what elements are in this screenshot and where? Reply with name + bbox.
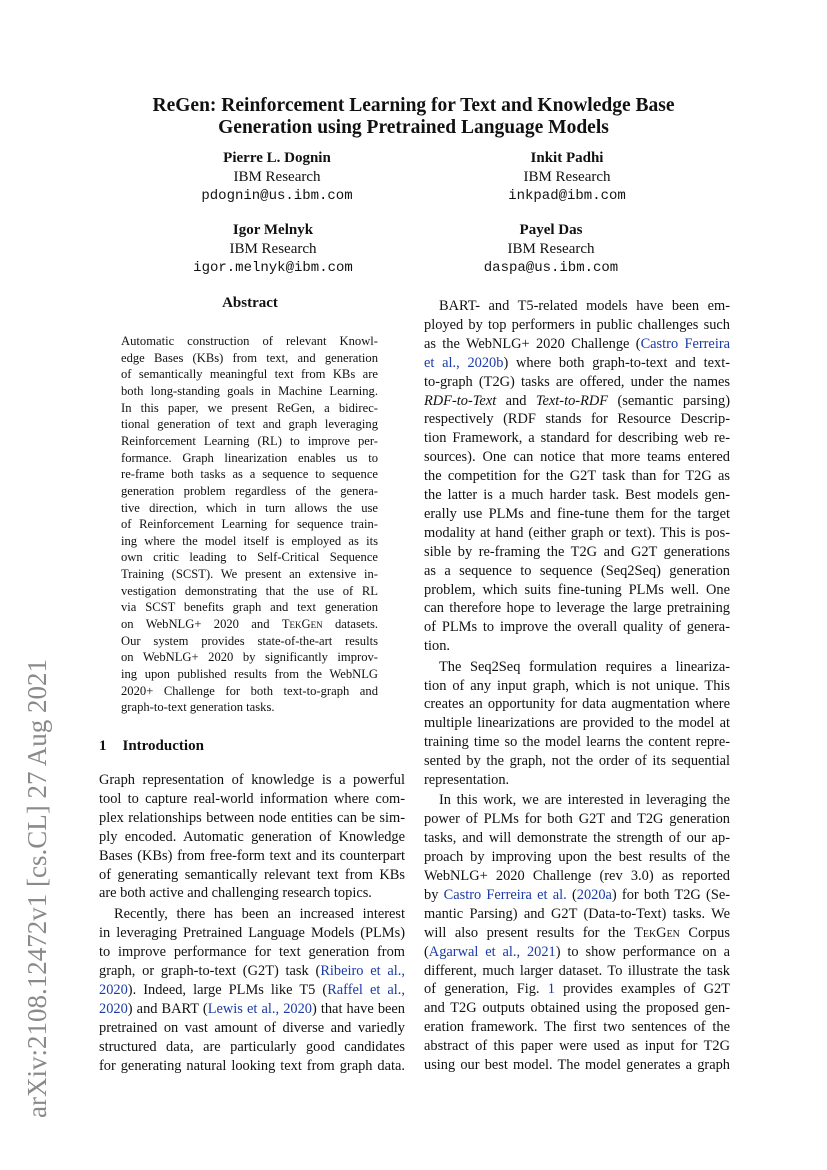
author-affiliation: IBM Research: [507, 241, 595, 257]
text-line: graph, or graph-to-text (G2T) task (Ribeiro et al.,: [99, 963, 406, 979]
text-line: of generation, Fig. 1 provides examples of G2T: [424, 981, 730, 998]
text-line: ing where the model itself is employed as its: [121, 533, 378, 548]
text-line: as the WebNLG+ 2020 Challenge (Castro Ferreira: [424, 335, 730, 352]
text-line: sented by the graph, not the order of its sequential: [424, 753, 730, 770]
text-line: ployed by top performers in public challenges such: [424, 316, 730, 333]
text-line: Training (SCST). We present an extensive in-: [121, 567, 378, 582]
text-line: generation problem regardless of the genera-: [121, 483, 378, 498]
citation-link[interactable]: Castro Ferreira: [640, 335, 730, 352]
text-line: by Castro Ferreira et al. (2020a) for both T2G (Se-: [424, 886, 731, 903]
text-line: BART- and T5-related models have been em-: [439, 298, 730, 314]
small-caps-term: TekGen: [281, 617, 323, 632]
text-line: own critic leading to Self-Critical Sequence: [121, 550, 378, 565]
text-line: tion Framework, a standard for describing web re-: [424, 430, 730, 447]
text-line: In this work, we are interested in leveraging the: [439, 792, 730, 809]
section-heading-introduction: [99, 738, 220, 755]
text-line: vestigation demonstrating that the use of RL: [121, 583, 378, 598]
text-line: can therefore hope to leverage the large pretraining: [424, 600, 730, 617]
text-line: Reinforcement Learning (RL) to improve per-: [121, 433, 378, 448]
author-block: [143, 221, 403, 278]
citation-link[interactable]: Raffel et al.,: [327, 981, 406, 998]
text-line: 2020). Indeed, large PLMs like T5 (Raffel et al.,: [99, 981, 406, 998]
text-line: training time so the model learns the content repre-: [424, 734, 730, 751]
author-name: Payel Das: [519, 222, 583, 238]
text-line: The Seq2Seq formulation requires a lineariza-: [439, 658, 730, 675]
text-line: graph-to-text generation tasks.: [121, 700, 275, 715]
text-line: of PLMs to improve the overall quality of genera-: [424, 619, 730, 636]
author-block: [437, 149, 697, 206]
text-line: tool to capture real-world information where com-: [99, 790, 405, 807]
text-line: tasks, and will demonstrate the strength of our ap-: [424, 830, 730, 847]
text-line: Graph representation of knowledge is a powerful: [99, 772, 405, 788]
text-line: on WebNLG+ 2020 and TekGen datasets.: [121, 617, 378, 632]
italic-term: Text-to-RDF: [535, 392, 609, 409]
text-line: problem, which suits fine-tuning PLMs well. One: [424, 581, 730, 598]
text-line: tive direction, which in turn allows the use: [121, 500, 378, 515]
text-line: erally use PLMs and fine-tune them for the target: [424, 505, 730, 522]
author-block: [421, 221, 681, 278]
citation-link[interactable]: 2020a: [576, 886, 612, 903]
text-line: are both active and challenging research topics.: [99, 885, 372, 902]
citation-link[interactable]: et al.,: [424, 354, 460, 371]
author-email: igor.melnyk@ibm.com: [193, 260, 353, 276]
italic-term: RDF-to-Text: [424, 392, 497, 409]
text-line: 2020+ Challenge for both text-to-graph and: [121, 683, 378, 698]
text-line: via SCST benefits graph and text generation: [121, 600, 378, 615]
text-line: proach by improving upon the best results of the: [424, 849, 730, 866]
text-line: structured data, are particularly good candidates: [99, 1038, 405, 1055]
abstract-heading: Abstract: [222, 295, 278, 311]
text-line: Our system provides state-of-the-art results: [121, 633, 378, 648]
text-line: both long-standing goals in Machine Learning.: [121, 383, 378, 398]
author-email: inkpad@ibm.com: [508, 188, 626, 204]
text-line: on WebNLG+ 2020 by significantly improv-: [121, 650, 378, 665]
citation-link[interactable]: Agarwal et al.,: [428, 943, 521, 960]
citation-link[interactable]: 2020b: [467, 354, 504, 371]
text-line: ply encoded. Automatic generation of Knowledge: [99, 828, 405, 845]
citation-link[interactable]: 2020: [99, 1000, 128, 1017]
text-line: abstract of this paper were used as input for T2G: [424, 1038, 730, 1055]
text-line: plex relationships between node entities can be sim-: [99, 809, 405, 826]
text-line: of generating semantically relevant text from KBs: [99, 866, 405, 883]
text-line: (Agarwal et al., 2021) to show performance on a: [424, 943, 730, 960]
author-name: Pierre L. Dognin: [223, 150, 331, 166]
text-line: different, much larger dataset. To illustrate the task: [424, 962, 730, 979]
text-line: representation.: [424, 772, 510, 788]
text-line: Recently, there has been an increased interest: [114, 906, 405, 923]
citation-link[interactable]: 2021: [526, 943, 556, 960]
text-line: et al., 2020b) where both graph-to-text and text-: [424, 354, 730, 371]
author-affiliation: IBM Research: [523, 169, 611, 185]
text-line: as a sequence to sequence (Seq2Seq) generation: [424, 562, 730, 579]
text-line: formance. Graph linearization enables us to: [121, 450, 378, 465]
text-line: sources). One can notice that more teams entered: [424, 449, 730, 466]
citation-link[interactable]: 2020: [99, 981, 128, 998]
author-email: daspa@us.ibm.com: [483, 260, 619, 276]
text-line: modality at hand (either graph or text). This is pos-: [424, 524, 730, 541]
text-line: using our best model. The model generates a graph: [424, 1057, 730, 1073]
arxiv-identifier-stamp: arXiv:2108.12472v1 [cs.CL] 27 Aug 2021: [22, 659, 52, 1118]
paper-title: [0, 95, 827, 139]
text-line: tion of any input graph, which is not unique. This: [424, 677, 730, 694]
author-block: [147, 149, 407, 206]
text-line: In this paper, we present ReGen, a bidirec-: [121, 400, 378, 415]
title-line: ReGen: Reinforcement Learning for Text and Knowledge Base: [152, 95, 675, 116]
text-line: of Reinforcement Learning for sequence train-: [121, 517, 378, 532]
text-line: ing upon published results from the WebNLG: [121, 667, 378, 681]
citation-link[interactable]: Castro Ferreira et al.: [443, 886, 567, 903]
citation-link[interactable]: 1: [547, 981, 555, 998]
text-line: mantic Parsing) and G2T (Data-to-Text) tasks. We: [424, 905, 730, 922]
citation-link[interactable]: Ribeiro et al.,: [320, 963, 406, 979]
text-line: 2020) and BART (Lewis et al., 2020) that have been: [99, 1000, 405, 1017]
text-line: RDF-to-Text and Text-to-RDF (semantic parsing): [424, 392, 730, 409]
text-line: in leveraging Pretrained Language Models (PLMs): [99, 925, 405, 942]
text-line: will also present results for the TekGen Corpus: [424, 924, 730, 941]
text-line: Automatic construction of relevant Knowl-: [121, 334, 378, 348]
text-line: Bases (KBs) from free-form text and its counterpart: [99, 847, 405, 864]
text-line: multiple linearizations are provided to the model at: [424, 715, 730, 732]
author-affiliation: IBM Research: [229, 241, 317, 257]
text-line: tion.: [424, 638, 450, 655]
section-number: 1: [99, 738, 107, 754]
text-line: to-graph (T2G) tasks are offered, under the names: [424, 373, 730, 390]
small-caps-term: TekGen: [634, 924, 680, 941]
citation-link[interactable]: 2020: [283, 1000, 312, 1017]
citation-link[interactable]: Lewis et al.,: [207, 1000, 280, 1017]
text-line: the competition for the G2T task than for T2G as: [424, 468, 730, 485]
text-line: edge Bases (KBs) from text, and generation: [121, 350, 378, 365]
text-line: and T2G outputs obtained using the proposed gen-: [424, 1000, 730, 1017]
text-line: respectively (RDF stands for Resource Descrip-: [424, 411, 730, 428]
author-name: Inkit Padhi: [530, 150, 604, 166]
text-line: for generating natural looking text from graph data.: [99, 1057, 405, 1074]
author-email: pdognin@us.ibm.com: [201, 188, 353, 204]
text-line: power of PLMs for both G2T and T2G generation: [424, 811, 730, 828]
text-line: WebNLG+ 2020 Challenge (rev 3.0) as reported: [424, 868, 730, 884]
text-line: to improve performance for text generation from: [99, 944, 405, 961]
section-title: Introduction: [122, 738, 204, 754]
text-line: eration framework. The first two sentences of the: [424, 1019, 730, 1036]
text-line: of semantically meaningful text from KBs are: [121, 367, 378, 382]
author-name: Igor Melnyk: [232, 222, 314, 238]
text-line: pretrained on vast amount of diverse and variedly: [99, 1019, 405, 1036]
text-line: sible by re-framing the T2G and G2T generations: [424, 543, 730, 560]
title-line: Generation using Pretrained Language Models: [218, 117, 609, 138]
text-line: creates an opportunity for data augmentation where: [424, 696, 730, 713]
text-line: tional generation of text and graph leveraging: [121, 417, 378, 432]
author-affiliation: IBM Research: [233, 169, 321, 185]
text-line: re-frame both tasks as a sequence to sequence: [121, 467, 378, 482]
text-line: the latter is a much harder task. Best models gen-: [424, 487, 730, 503]
